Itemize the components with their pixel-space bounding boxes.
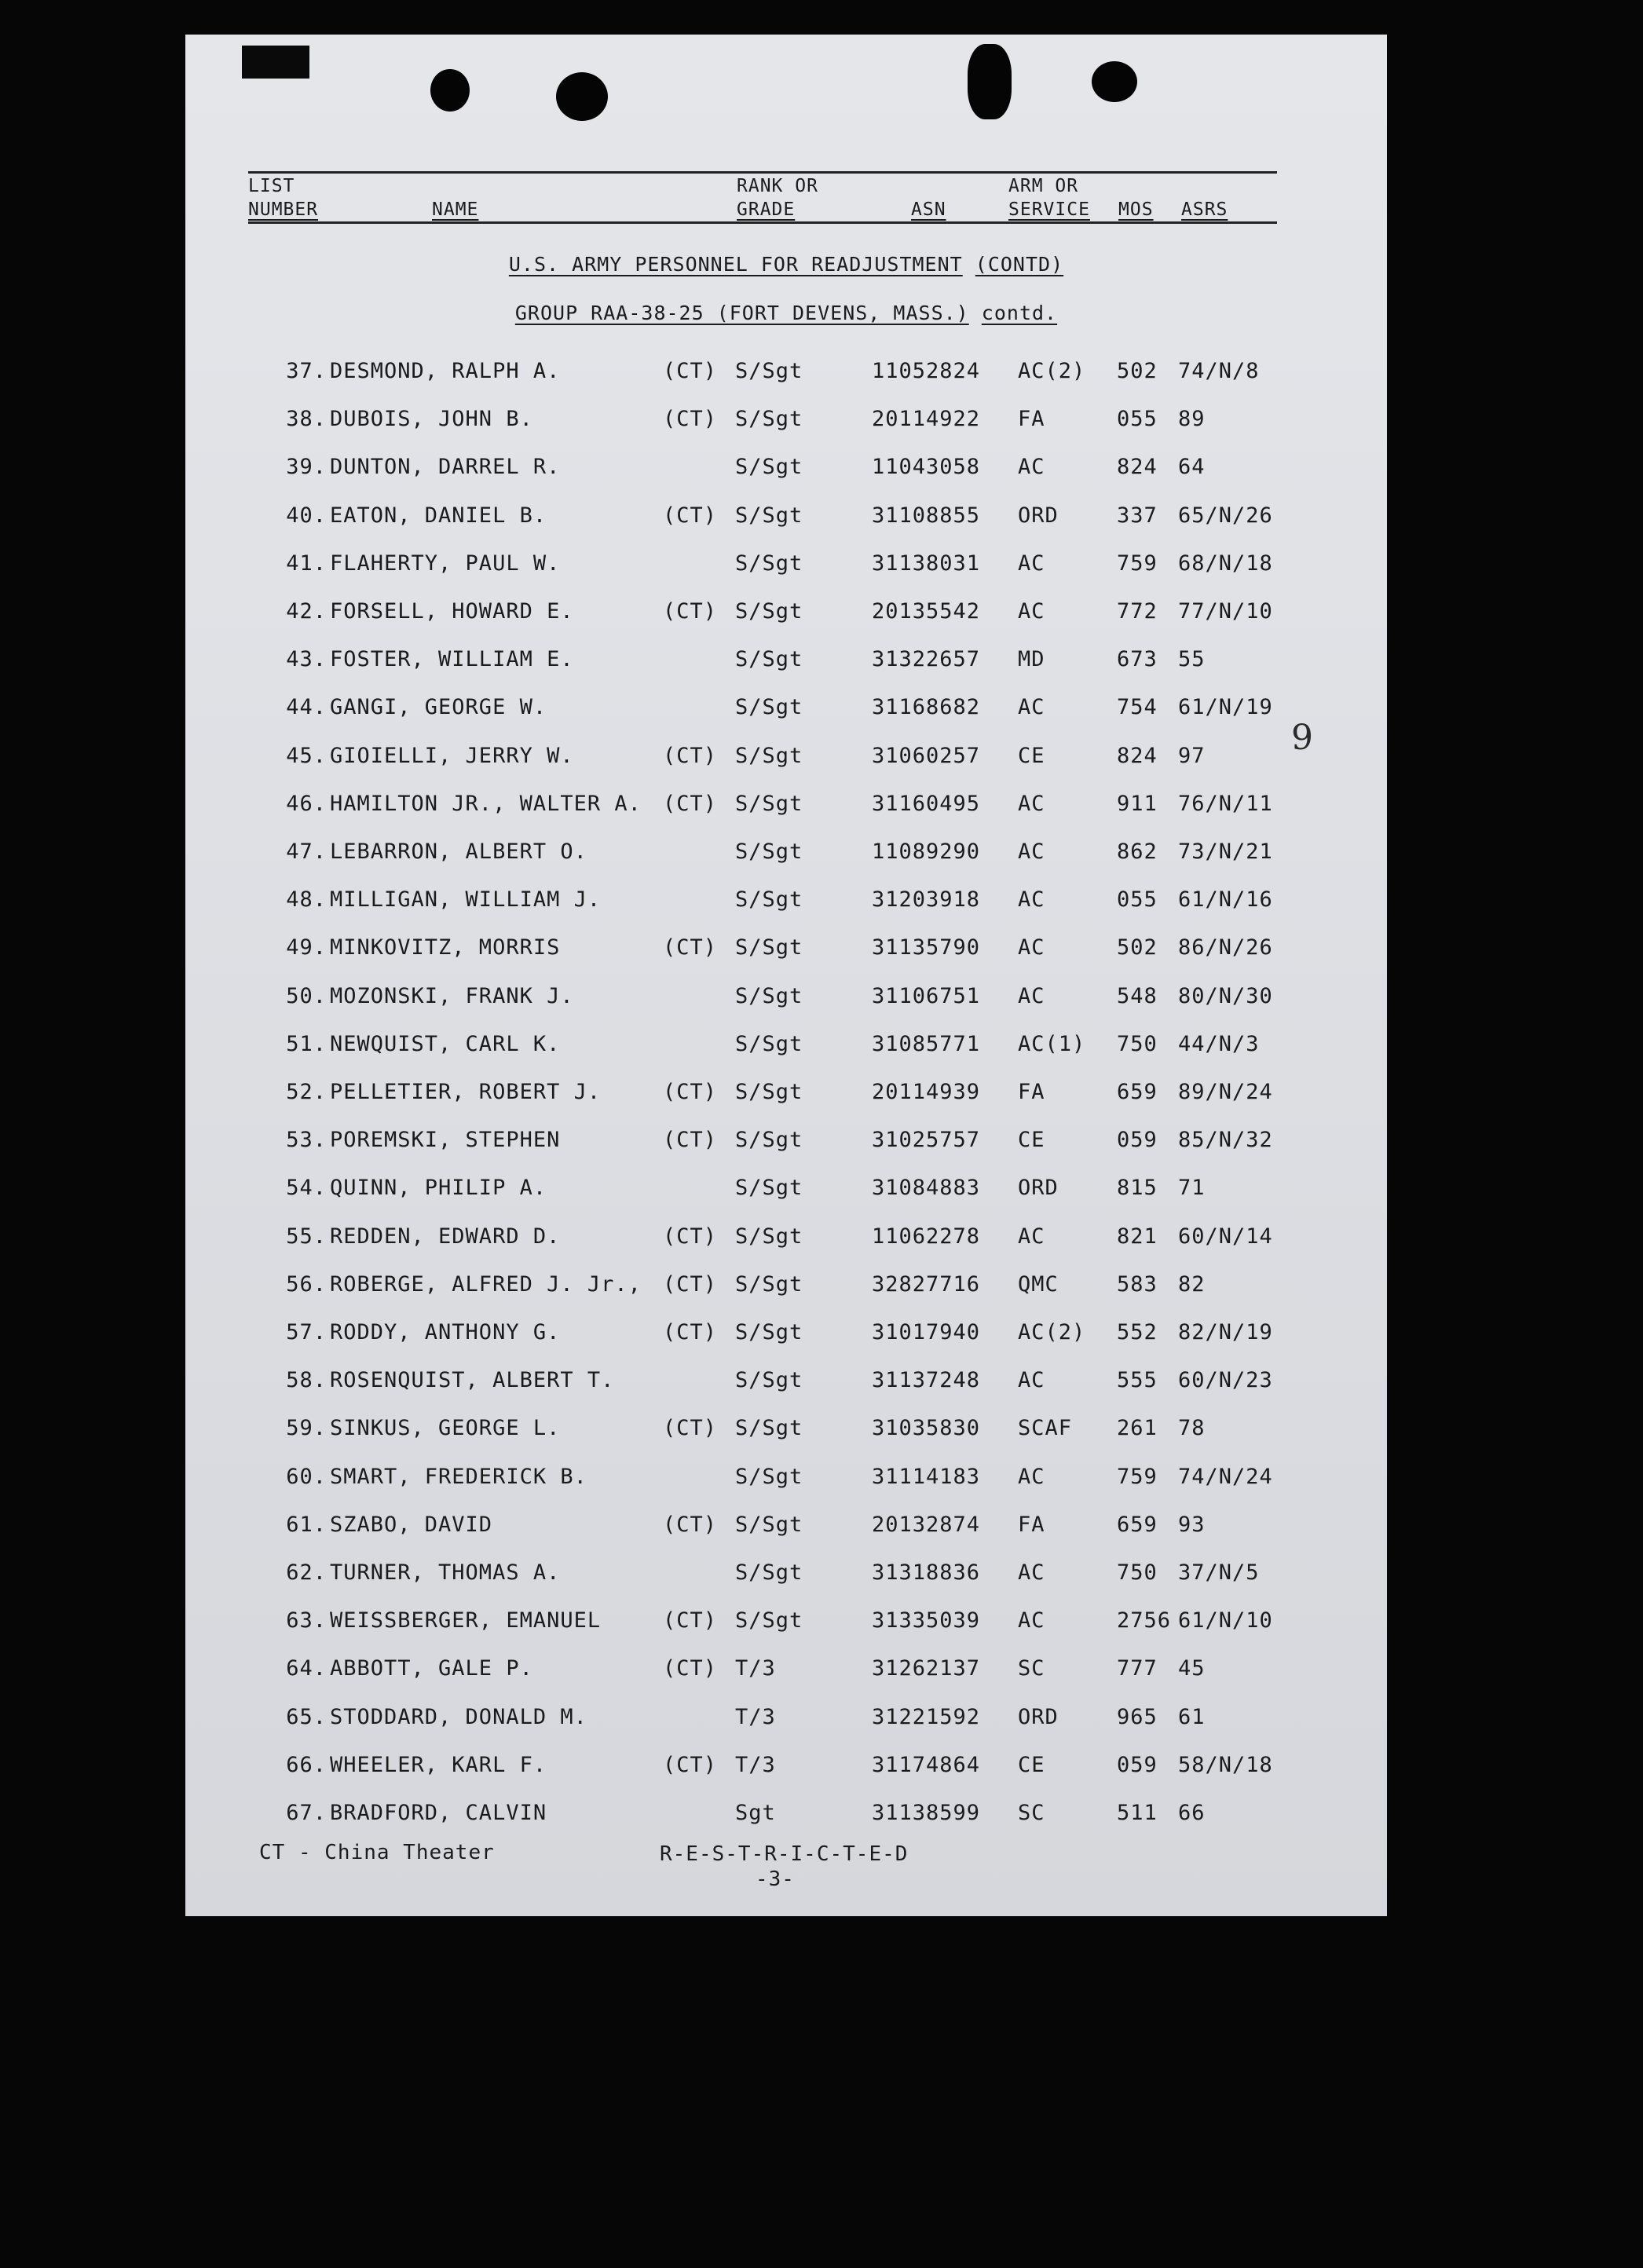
cell-arm: AC(2): [1018, 1320, 1086, 1344]
cell-mos: 824: [1117, 743, 1158, 768]
cell-rank: S/Sgt: [735, 1560, 803, 1585]
cell-asn: 11052824: [872, 359, 981, 383]
cell-name: TURNER, THOMAS A.: [330, 1560, 561, 1585]
cell-num: 63.: [286, 1608, 327, 1633]
table-row: [185, 444, 1387, 490]
cell-mos: 862: [1117, 840, 1158, 864]
cell-name: ABBOTT, GALE P.: [330, 1656, 533, 1681]
cell-num: 52.: [286, 1080, 327, 1104]
cell-mos: 824: [1117, 455, 1158, 480]
cell-rank: T/3: [735, 1752, 776, 1777]
cell-mos: 555: [1117, 1368, 1158, 1393]
cell-rank: S/Sgt: [735, 1464, 803, 1489]
cell-ct: (CT): [663, 743, 718, 768]
cell-num: 66.: [286, 1752, 327, 1777]
cell-arm: AC: [1018, 1224, 1045, 1249]
cell-rank: S/Sgt: [735, 1176, 803, 1201]
cell-asrs: 58/N/18: [1178, 1752, 1273, 1777]
table-row: [185, 1502, 1387, 1548]
cell-rank: S/Sgt: [735, 1271, 803, 1297]
cell-mos: 502: [1117, 935, 1158, 960]
cell-num: 37.: [286, 359, 327, 383]
cell-name: PELLETIER, ROBERT J.: [330, 1080, 602, 1104]
scan-tab-mark: [242, 46, 309, 79]
cell-rank: S/Sgt: [735, 359, 803, 383]
cell-asrs: 76/N/11: [1178, 791, 1273, 816]
cell-num: 53.: [286, 1128, 327, 1153]
cell-asrs: 37/N/5: [1178, 1560, 1260, 1585]
cell-name: SINKUS, GEORGE L.: [330, 1416, 561, 1441]
table-row: [185, 829, 1387, 875]
cell-asn: 20135542: [872, 599, 981, 624]
cell-arm: SCAF: [1018, 1416, 1073, 1441]
cell-asn: 31335039: [872, 1608, 981, 1633]
cell-ct: (CT): [663, 1608, 718, 1633]
cell-ct: (CT): [663, 1416, 718, 1441]
restricted-mark: R-E-S-T-R-I-C-T-E-D: [660, 1842, 909, 1866]
cell-asrs: 97: [1178, 743, 1206, 768]
cell-asn: 31137248: [872, 1368, 981, 1393]
cell-arm: AC: [1018, 695, 1045, 720]
cell-num: 46.: [286, 791, 327, 816]
cell-rank: S/Sgt: [735, 551, 803, 576]
cell-name: REDDEN, EDWARD D.: [330, 1224, 561, 1249]
table-row: [185, 493, 1387, 539]
cell-rank: S/Sgt: [735, 1080, 803, 1104]
cell-num: 58.: [286, 1368, 327, 1393]
cell-asn: 31174864: [872, 1752, 981, 1777]
cell-asn: 31138599: [872, 1801, 981, 1825]
cell-name: LEBARRON, ALBERT O.: [330, 840, 587, 864]
cell-arm: AC: [1018, 1464, 1045, 1489]
cell-name: POREMSKI, STEPHEN: [330, 1128, 561, 1153]
cell-num: 40.: [286, 503, 327, 528]
cell-asn: 31168682: [872, 695, 981, 720]
table-row: [185, 733, 1387, 779]
cell-name: EATON, DANIEL B.: [330, 503, 547, 528]
cell-asrs: 77/N/10: [1178, 599, 1273, 624]
cell-num: 61.: [286, 1512, 327, 1537]
table-row: [185, 637, 1387, 682]
cell-asrs: 82/N/19: [1178, 1320, 1273, 1344]
header-bottom-rule: [248, 221, 1277, 224]
cell-ct: (CT): [663, 1752, 718, 1777]
cell-ct: (CT): [663, 791, 718, 816]
cell-asrs: 85/N/32: [1178, 1128, 1273, 1153]
cell-name: MINKOVITZ, MORRIS: [330, 935, 561, 960]
cell-mos: 659: [1117, 1512, 1158, 1537]
cell-rank: Sgt: [735, 1801, 776, 1825]
cell-asn: 31138031: [872, 551, 981, 576]
cell-asn: 31114183: [872, 1464, 981, 1489]
header-asrs: ASRS: [1181, 199, 1228, 220]
cell-name: RODDY, ANTHONY G.: [330, 1320, 561, 1344]
cell-num: 67.: [286, 1801, 327, 1825]
cell-asrs: 93: [1178, 1512, 1206, 1537]
cell-num: 57.: [286, 1320, 327, 1344]
cell-rank: S/Sgt: [735, 1416, 803, 1441]
header-arm: ARM OR SERVICE: [1008, 176, 1090, 220]
cell-arm: AC: [1018, 1608, 1045, 1633]
cell-ct: (CT): [663, 1512, 718, 1537]
cell-mos: 337: [1117, 503, 1158, 528]
cell-mos: 583: [1117, 1271, 1158, 1297]
cell-asn: 31160495: [872, 791, 981, 816]
cell-rank: S/Sgt: [735, 1031, 803, 1056]
cell-rank: S/Sgt: [735, 791, 803, 816]
cell-name: BRADFORD, CALVIN: [330, 1801, 547, 1825]
header-top-rule: [248, 171, 1277, 174]
cell-asrs: 64: [1178, 455, 1206, 480]
cell-asrs: 60/N/23: [1178, 1368, 1273, 1393]
cell-asn: 31108855: [872, 503, 981, 528]
cell-name: WEISSBERGER, EMANUEL: [330, 1608, 602, 1633]
cell-asn: 11043058: [872, 455, 981, 480]
cell-arm: AC: [1018, 551, 1045, 576]
cell-rank: S/Sgt: [735, 599, 803, 624]
cell-num: 64.: [286, 1656, 327, 1681]
table-row: [185, 1022, 1387, 1067]
cell-arm: AC: [1018, 887, 1045, 913]
header-list-number: LIST NUMBER: [248, 176, 319, 220]
punch-hole: [1092, 61, 1137, 102]
cell-name: SZABO, DAVID: [330, 1512, 493, 1537]
cell-asn: 31135790: [872, 935, 981, 960]
cell-ct: (CT): [663, 599, 718, 624]
cell-rank: S/Sgt: [735, 983, 803, 1008]
cell-arm: AC(2): [1018, 359, 1086, 383]
cell-mos: 2756: [1117, 1608, 1172, 1633]
header-mos: MOS: [1118, 199, 1154, 220]
cell-mos: 754: [1117, 695, 1158, 720]
cell-rank: S/Sgt: [735, 1608, 803, 1633]
cell-asrs: 61/N/16: [1178, 887, 1273, 913]
cell-num: 49.: [286, 935, 327, 960]
cell-num: 65.: [286, 1704, 327, 1729]
cell-arm: QMC: [1018, 1271, 1059, 1297]
cell-arm: FA: [1018, 1080, 1045, 1104]
cell-arm: CE: [1018, 1752, 1045, 1777]
cell-num: 62.: [286, 1560, 327, 1585]
header-name: NAME: [432, 199, 479, 220]
cell-num: 50.: [286, 983, 327, 1008]
cell-mos: 911: [1117, 791, 1158, 816]
cell-mos: 759: [1117, 1464, 1158, 1489]
cell-rank: S/Sgt: [735, 743, 803, 768]
cell-asrs: 61: [1178, 1704, 1206, 1729]
cell-asrs: 74/N/8: [1178, 359, 1260, 383]
cell-rank: S/Sgt: [735, 1368, 803, 1393]
cell-arm: SC: [1018, 1656, 1045, 1681]
cell-asn: 11089290: [872, 840, 981, 864]
cell-ct: (CT): [663, 503, 718, 528]
document-page: [185, 35, 1387, 1916]
cell-mos: 821: [1117, 1224, 1158, 1249]
page-number: -3-: [756, 1867, 795, 1891]
cell-name: FLAHERTY, PAUL W.: [330, 551, 561, 576]
cell-ct: (CT): [663, 1080, 718, 1104]
cell-ct: (CT): [663, 407, 718, 432]
cell-asn: 20114922: [872, 407, 981, 432]
cell-mos: 659: [1117, 1080, 1158, 1104]
cell-asn: 32827716: [872, 1271, 981, 1297]
table-row: [185, 1165, 1387, 1211]
punch-hole: [556, 72, 608, 121]
cell-asrs: 60/N/14: [1178, 1224, 1273, 1249]
cell-rank: S/Sgt: [735, 935, 803, 960]
cell-num: 39.: [286, 455, 327, 480]
cell-rank: T/3: [735, 1656, 776, 1681]
cell-num: 59.: [286, 1416, 327, 1441]
table-row: [185, 1550, 1387, 1596]
cell-rank: T/3: [735, 1704, 776, 1729]
cell-rank: S/Sgt: [735, 1320, 803, 1344]
table-row: [185, 1406, 1387, 1451]
cell-rank: S/Sgt: [735, 1512, 803, 1537]
table-row: [185, 877, 1387, 923]
cell-num: 38.: [286, 407, 327, 432]
cell-asrs: 80/N/30: [1178, 983, 1273, 1008]
cell-num: 44.: [286, 695, 327, 720]
cell-name: FORSELL, HOWARD E.: [330, 599, 574, 624]
cell-name: MILLIGAN, WILLIAM J.: [330, 887, 602, 913]
cell-name: GIOIELLI, JERRY W.: [330, 743, 574, 768]
cell-asrs: 73/N/21: [1178, 840, 1273, 864]
cell-name: QUINN, PHILIP A.: [330, 1176, 547, 1201]
cell-arm: ORD: [1018, 503, 1059, 528]
cell-num: 42.: [286, 599, 327, 624]
cell-asn: 31221592: [872, 1704, 981, 1729]
margin-handwritten-note: 9: [1291, 718, 1313, 758]
cell-arm: AC: [1018, 1560, 1045, 1585]
cell-name: SMART, FREDERICK B.: [330, 1464, 587, 1489]
cell-arm: AC: [1018, 935, 1045, 960]
cell-mos: 261: [1117, 1416, 1158, 1441]
cell-arm: FA: [1018, 1512, 1045, 1537]
cell-num: 60.: [286, 1464, 327, 1489]
cell-asrs: 82: [1178, 1271, 1206, 1297]
table-row: [185, 1358, 1387, 1403]
cell-mos: 759: [1117, 551, 1158, 576]
cell-asn: 31318836: [872, 1560, 981, 1585]
cell-num: 56.: [286, 1271, 327, 1297]
cell-asn: 31203918: [872, 887, 981, 913]
cell-name: DUNTON, DARREL R.: [330, 455, 561, 480]
cell-asrs: 61/N/19: [1178, 695, 1273, 720]
cell-asn: 31017940: [872, 1320, 981, 1344]
cell-arm: CE: [1018, 743, 1045, 768]
cell-asrs: 74/N/24: [1178, 1464, 1273, 1489]
cell-asrs: 45: [1178, 1656, 1206, 1681]
cell-arm: FA: [1018, 407, 1045, 432]
cell-ct: (CT): [663, 359, 718, 383]
table-row: [185, 1070, 1387, 1115]
punch-hole: [968, 44, 1012, 119]
table-row: [185, 541, 1387, 587]
cell-asn: 31106751: [872, 983, 981, 1008]
cell-asrs: 66: [1178, 1801, 1206, 1825]
table-row: [185, 1214, 1387, 1260]
cell-num: 45.: [286, 743, 327, 768]
cell-ct: (CT): [663, 935, 718, 960]
punch-hole: [430, 69, 470, 112]
table-row: [185, 781, 1387, 827]
cell-arm: ORD: [1018, 1176, 1059, 1201]
cell-num: 51.: [286, 1031, 327, 1056]
cell-rank: S/Sgt: [735, 695, 803, 720]
table-row: [185, 925, 1387, 971]
table-row: [185, 349, 1387, 394]
cell-name: STODDARD, DONALD M.: [330, 1704, 587, 1729]
table-row: [185, 1310, 1387, 1355]
table-row: [185, 589, 1387, 635]
cell-asn: 31084883: [872, 1176, 981, 1201]
cell-asn: 31060257: [872, 743, 981, 768]
cell-asn: 31262137: [872, 1656, 981, 1681]
cell-asrs: 61/N/10: [1178, 1608, 1273, 1633]
cell-mos: 059: [1117, 1128, 1158, 1153]
table-row: [185, 1598, 1387, 1644]
cell-asn: 31025757: [872, 1128, 981, 1153]
cell-mos: 750: [1117, 1031, 1158, 1056]
cell-name: ROBERGE, ALFRED J. Jr.,: [330, 1271, 642, 1297]
table-row: [185, 1454, 1387, 1500]
cell-rank: S/Sgt: [735, 647, 803, 672]
cell-arm: AC: [1018, 983, 1045, 1008]
cell-mos: 815: [1117, 1176, 1158, 1201]
cell-arm: AC: [1018, 455, 1045, 480]
cell-mos: 502: [1117, 359, 1158, 383]
header-rank: RANK OR GRADE: [737, 176, 818, 220]
table-row: [185, 397, 1387, 442]
cell-asn: 20132874: [872, 1512, 981, 1537]
cell-name: NEWQUIST, CARL K.: [330, 1031, 561, 1056]
cell-name: FOSTER, WILLIAM E.: [330, 647, 574, 672]
cell-arm: SC: [1018, 1801, 1045, 1825]
cell-num: 41.: [286, 551, 327, 576]
cell-rank: S/Sgt: [735, 1224, 803, 1249]
cell-asrs: 55: [1178, 647, 1206, 672]
cell-asrs: 44/N/3: [1178, 1031, 1260, 1056]
table-row: [185, 1743, 1387, 1788]
header-asn: ASN: [911, 199, 946, 220]
cell-name: MOZONSKI, FRANK J.: [330, 983, 574, 1008]
cell-arm: CE: [1018, 1128, 1045, 1153]
cell-ct: (CT): [663, 1320, 718, 1344]
cell-arm: MD: [1018, 647, 1045, 672]
cell-num: 55.: [286, 1224, 327, 1249]
cell-asn: 20114939: [872, 1080, 981, 1104]
cell-ct: (CT): [663, 1224, 718, 1249]
cell-name: ROSENQUIST, ALBERT T.: [330, 1368, 615, 1393]
document-title: U.S. ARMY PERSONNEL FOR READJUSTMENT (CONTD): [508, 253, 1064, 276]
cell-arm: AC: [1018, 791, 1045, 816]
cell-asrs: 89/N/24: [1178, 1080, 1273, 1104]
cell-asn: 31035830: [872, 1416, 981, 1441]
cell-num: 43.: [286, 647, 327, 672]
table-row: [185, 685, 1387, 730]
cell-asn: 31085771: [872, 1031, 981, 1056]
cell-ct: (CT): [663, 1271, 718, 1297]
cell-num: 54.: [286, 1176, 327, 1201]
cell-mos: 548: [1117, 983, 1158, 1008]
cell-rank: S/Sgt: [735, 455, 803, 480]
cell-arm: ORD: [1018, 1704, 1059, 1729]
table-row: [185, 1262, 1387, 1308]
cell-asrs: 68/N/18: [1178, 551, 1273, 576]
table-row: [185, 1791, 1387, 1836]
cell-arm: AC: [1018, 1368, 1045, 1393]
cell-mos: 965: [1117, 1704, 1158, 1729]
cell-asn: 31322657: [872, 647, 981, 672]
cell-asrs: 86/N/26: [1178, 935, 1273, 960]
table-row: [185, 1118, 1387, 1163]
cell-arm: AC: [1018, 599, 1045, 624]
footer-legend: CT - China Theater: [259, 1841, 495, 1864]
cell-rank: S/Sgt: [735, 1128, 803, 1153]
cell-asrs: 78: [1178, 1416, 1206, 1441]
cell-rank: S/Sgt: [735, 840, 803, 864]
cell-mos: 055: [1117, 887, 1158, 913]
cell-rank: S/Sgt: [735, 407, 803, 432]
cell-mos: 750: [1117, 1560, 1158, 1585]
cell-ct: (CT): [663, 1128, 718, 1153]
cell-name: DESMOND, RALPH A.: [330, 359, 561, 383]
cell-mos: 511: [1117, 1801, 1158, 1825]
cell-mos: 552: [1117, 1320, 1158, 1344]
cell-name: HAMILTON JR., WALTER A.: [330, 791, 642, 816]
cell-mos: 673: [1117, 647, 1158, 672]
cell-mos: 055: [1117, 407, 1158, 432]
table-row: [185, 1646, 1387, 1692]
cell-asrs: 89: [1178, 407, 1206, 432]
cell-num: 47.: [286, 840, 327, 864]
cell-mos: 777: [1117, 1656, 1158, 1681]
cell-rank: S/Sgt: [735, 887, 803, 913]
cell-name: WHEELER, KARL F.: [330, 1752, 547, 1777]
cell-name: GANGI, GEORGE W.: [330, 695, 547, 720]
group-title: GROUP RAA-38-25 (FORT DEVENS, MASS.) contd.: [514, 302, 1058, 324]
cell-name: DUBOIS, JOHN B.: [330, 407, 533, 432]
cell-rank: S/Sgt: [735, 503, 803, 528]
cell-num: 48.: [286, 887, 327, 913]
cell-ct: (CT): [663, 1656, 718, 1681]
table-row: [185, 1695, 1387, 1740]
cell-arm: AC(1): [1018, 1031, 1086, 1056]
table-row: [185, 974, 1387, 1019]
cell-asrs: 65/N/26: [1178, 503, 1273, 528]
cell-arm: AC: [1018, 840, 1045, 864]
cell-asrs: 71: [1178, 1176, 1206, 1201]
cell-mos: 772: [1117, 599, 1158, 624]
cell-asn: 11062278: [872, 1224, 981, 1249]
cell-mos: 059: [1117, 1752, 1158, 1777]
